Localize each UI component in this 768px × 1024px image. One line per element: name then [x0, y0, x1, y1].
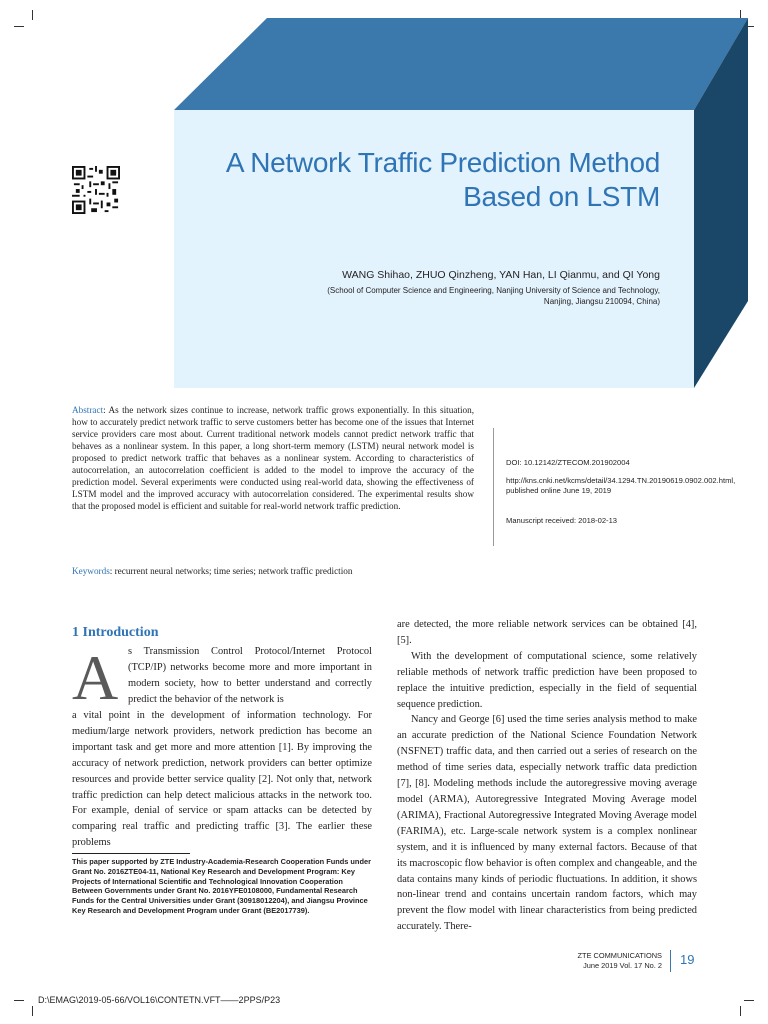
paragraph: Nancy and George [6] used the time series analysis method to make an accurate prediction of the National Science Foundation Network (NSFNET) traffic data, and then carried out a series of research on the method of time series data, especially network traffic data prediction [7], [8]. Modeling methods include the autoregressive moving average model (ARMA), Autoregressive Integrated Moving Average model (ARIMA), Fractional Autoregressive Integrated Moving Average model (FARIMA), etc. Large-scale network system is a complex nonlinear system, and it is influenced by many external factors. Because of that its macroscopic flow behavior is often complex and changeable, and the data contains many kinds of periodic fluctuations. In addition, it shows non-linear trend and contains uncertain random factors, which may prevent the flow model with linear characteristics from being predicted accurately. There- [397, 714, 697, 933]
title-line-1: A Network Traffic Prediction Method [225, 147, 660, 178]
manuscript-received: Manuscript received: 2018-02-13 [506, 516, 618, 525]
crop-mark [740, 1006, 741, 1016]
published-url: http://kns.cnki.net/kcms/detail/34.1294.TN.20190619.0902.002.html, published online June 19, 2019 [506, 476, 736, 495]
paragraph: are detected, the more reliable network services can be obtained [4], [5]. [397, 619, 697, 646]
affiliation-line-2: Nanjing, Jiangsu 210094, China) [543, 297, 660, 306]
paper-title [180, 146, 660, 214]
author-list: WANG Shihao, ZHUO Qinzheng, YAN Han, LI Qianmu, and QI Yong [342, 269, 660, 281]
crop-mark [14, 26, 24, 27]
section-heading: 1 Introduction [72, 625, 159, 640]
file-path: D:\EMAG\2019-05-66/VOL16\CONTETN.VFT——2PPS/P23 [38, 995, 281, 1005]
header-box-top [174, 18, 748, 110]
footer-divider [670, 950, 671, 972]
crop-mark [14, 1000, 24, 1001]
crop-mark [744, 1000, 754, 1001]
page-number: 19 [680, 952, 695, 967]
right-column [397, 617, 697, 935]
keywords [72, 566, 474, 576]
qr-code-icon [72, 166, 120, 214]
keywords-label: Keywords [72, 566, 110, 576]
intro-first-lines: s Transmission Control Protocol/Internet Protocol (TCP/IP) networks become more and more important in modern society, how to better understand and correctly predict the behavior of the network is [128, 646, 372, 705]
abstract-text: : As the network sizes continue to increase, network traffic grows exponentially. In this situation, how to accurately predict network traffic to serve customers better has become one of the issues that Internet service providers care most about. Current traditional network models cannot predict network traffic that behaves as a nonlinear system. In this paper, a long short-term memory (LSTM) neural network model is proposed to predict network traffic that behaves as a nonlinear system. According to characteristics of autocorrelation, an autocorrelation coefficient is added to the model to improve the accuracy of the prediction model. Several experiments were conducted using real-world data, showing the effectiveness of LSTM model and the improved accuracy with autocorrelation considered. The experimental results show that the proposed model is efficient and suitable for real-world network traffic prediction. [72, 405, 474, 511]
crop-mark [32, 10, 33, 20]
journal-footer [578, 951, 662, 970]
funding-footnote: This paper supported by ZTE Industry-Academia-Research Cooperation Funds under Grant No. 2016ZTE04-11, National Key Research and Development Program: Key Projects of International Scientific and Technological Innovation Cooperation Between Governments under Grant No. 2016YFE0108000, Fundamental Research Funds for the Central Universities under Grant (30918012204), and Jiangsu Province Key Research and Development Program under Grant (BE2017739). [72, 857, 371, 915]
drop-cap: A [72, 642, 119, 713]
abstract [72, 404, 474, 512]
article-info-panel [493, 428, 736, 546]
affiliation [240, 285, 660, 307]
left-column [72, 708, 372, 851]
paragraph: With the development of computational science, some relatively reliable methods of network traffic prediction have been proposed to replace the intuitive prediction, especially in the field of sequential sequence prediction. [397, 650, 697, 710]
keywords-text: : recurrent neural networks; time series; network traffic prediction [109, 566, 353, 576]
title-line-2: Based on LSTM [463, 181, 660, 212]
intro-paragraph: a vital point in the development of information technology. For medium/large network providers, network prediction has become an important task and get more and more attention [1]. By improving the accuracy of network prediction, network providers can better optimize resources and provide better service quality [2]. Not only that, network traffic prediction can help detect malicious attacks in the network too. For example, denial of service or spam attacks can be detected by comparing real traffic and predicting traffic [3]. The earlier these problems [72, 710, 372, 849]
journal-issue: June 2019 Vol. 17 No. 2 [583, 960, 662, 970]
footnote-divider [72, 853, 190, 854]
affiliation-line-1: (School of Computer Science and Engineering, Nanjing University of Science and Technology, [327, 286, 660, 295]
journal-name: ZTE COMMUNICATIONS [577, 951, 662, 960]
crop-mark [32, 1006, 33, 1016]
doi-text: DOI: 10.12142/ZTECOM.201902004 [506, 458, 630, 467]
abstract-label: Abstract [72, 405, 104, 415]
